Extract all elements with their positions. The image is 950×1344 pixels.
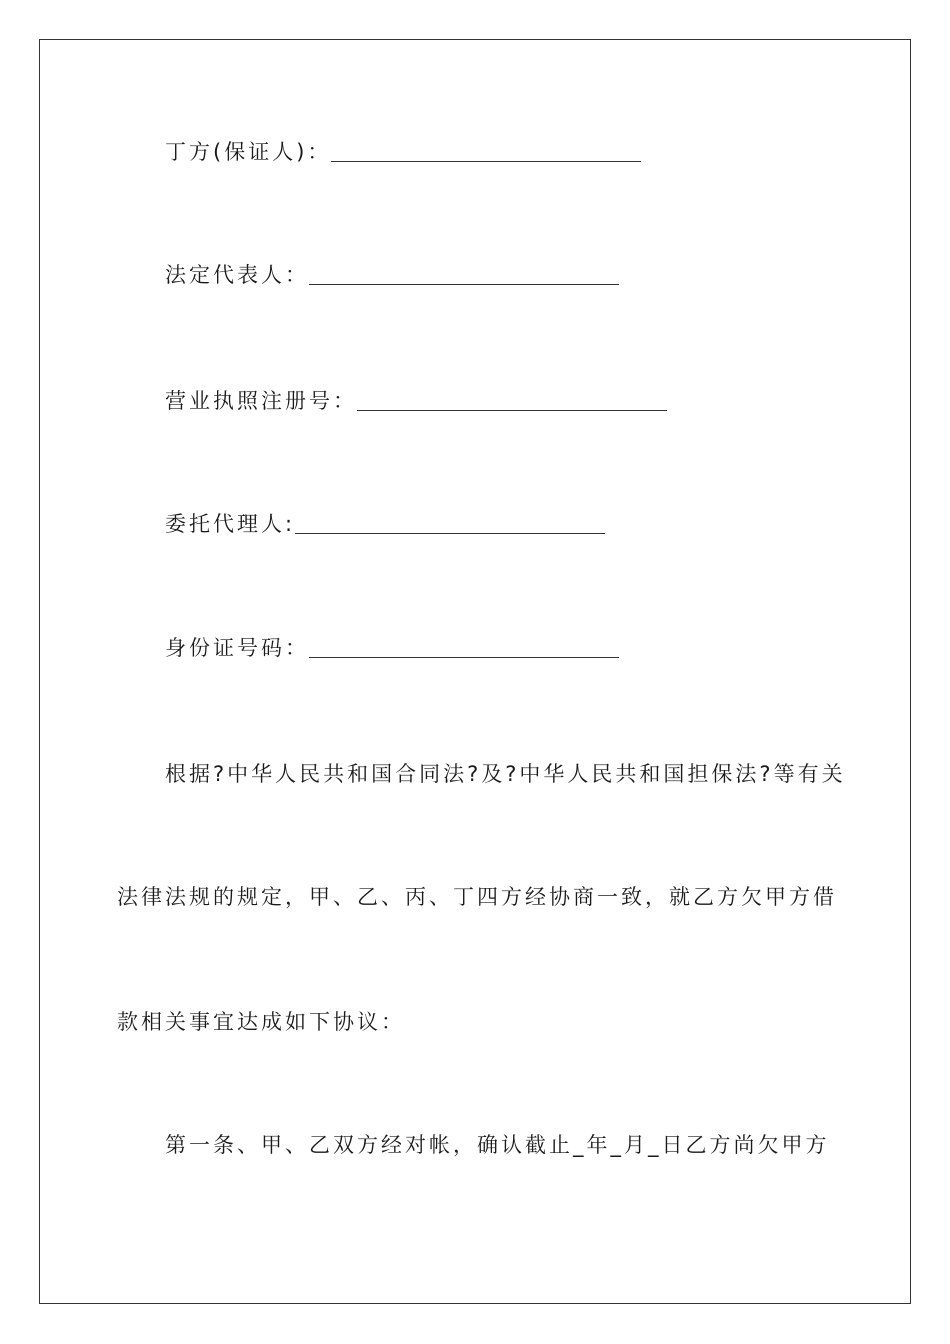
guarantor-label: 丁方(保证人)：	[165, 140, 332, 164]
business-license-label: 营业执照注册号：	[165, 389, 357, 413]
page-border	[39, 39, 911, 1304]
authorized-agent-label: 委托代理人:	[165, 512, 296, 536]
authorized-agent-field-row	[165, 510, 605, 538]
legal-representative-label: 法定代表人：	[165, 263, 309, 287]
legal-representative-blank[interactable]	[309, 284, 619, 285]
guarantor-field-row	[165, 138, 641, 166]
id-number-label: 身份证号码：	[165, 636, 309, 660]
business-license-field-row	[165, 387, 667, 415]
guarantor-blank[interactable]	[331, 161, 641, 162]
legal-representative-field-row	[165, 261, 619, 289]
business-license-blank[interactable]	[357, 410, 667, 411]
paragraph-1-line-3: 款相关事宜达成如下协议：	[117, 1010, 405, 1034]
id-number-field-row	[165, 634, 619, 662]
id-number-blank[interactable]	[309, 657, 619, 658]
authorized-agent-blank[interactable]	[295, 533, 605, 534]
paragraph-1-line-2: 法律法规的规定，甲、乙、丙、丁四方经协商一致，就乙方欠甲方借	[117, 885, 837, 909]
paragraph-2-line-1: 第一条、甲、乙双方经对帐，确认截止_年_月_日乙方尚欠甲方	[165, 1133, 830, 1157]
paragraph-1-line-1: 根据?中华人民共和国合同法?及?中华人民共和国担保法?等有关	[165, 762, 846, 786]
